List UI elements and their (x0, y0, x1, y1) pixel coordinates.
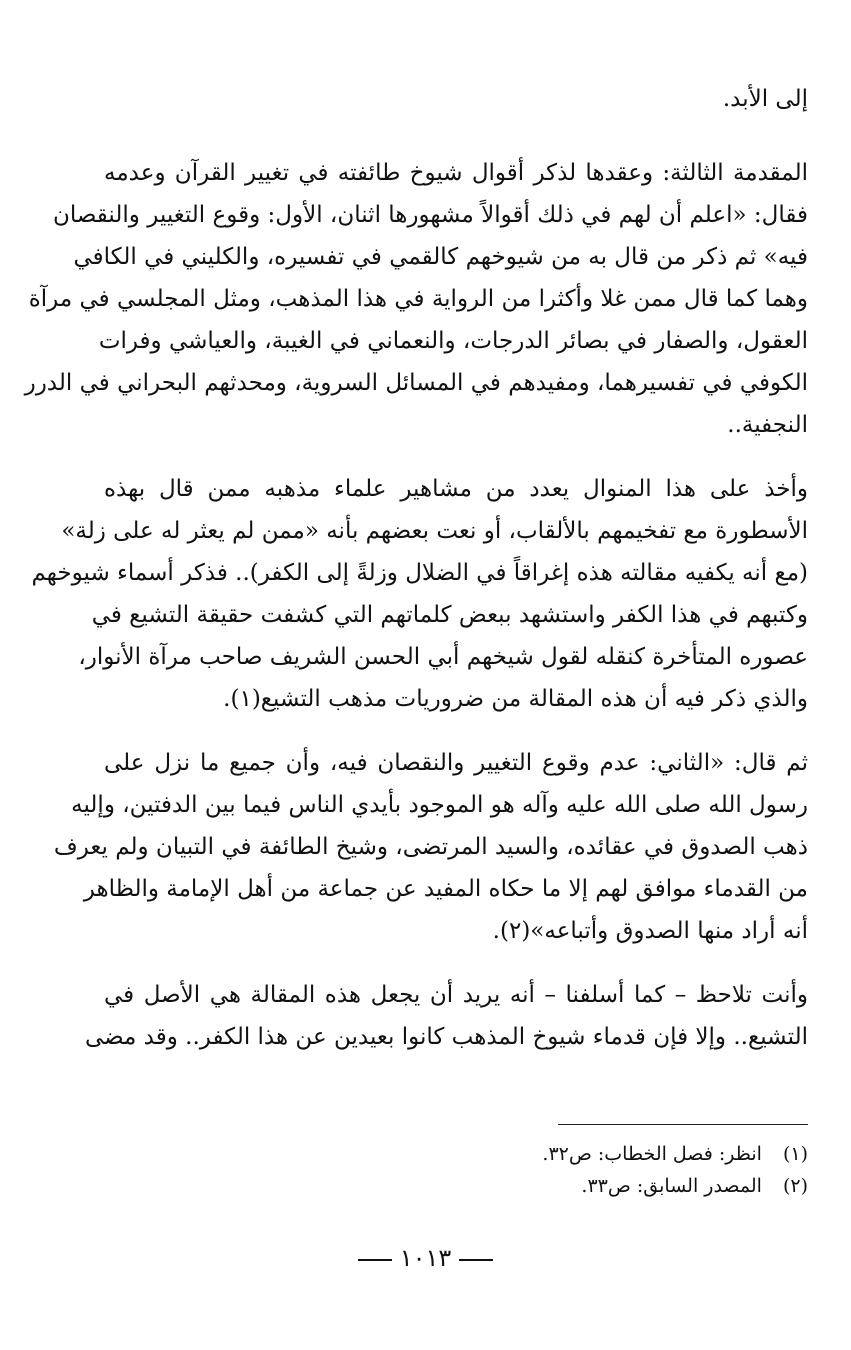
paragraph-introduction-third (24, 152, 808, 446)
footnote-number: (٢) (782, 1175, 808, 1197)
paragraph-gap (104, 952, 808, 974)
text-line: فيه» ثم ذكر من قال به من شيوخهم كالقمي في تفسيره، والكليني في الكافي (73, 244, 808, 270)
text-line: ذهب الصدوق في عقائده، والسيد المرتضى، وشيخ الطائفة في التبيان ولم يعرف (53, 834, 808, 860)
text-line: (مع أنه يكفيه مقالته هذه إغراقاً في الضلال وزلةً إلى الكفر).. فذكر أسماء شيوخهم (31, 560, 808, 586)
paragraph-gap (104, 446, 808, 468)
text-line: وأنت تلاحظ – كما أسلفنا – أنه يريد أن يجعل هذه المقالة هي الأصل في (104, 982, 808, 1008)
opening-line: إلى الأبد. (722, 86, 808, 112)
page-number-footer (0, 1244, 851, 1272)
text-line: الأسطورة مع تفخيمهم بالألقاب، أو نعت بعضهم بأنه «ممن لم يعثر له على زلة» (61, 518, 808, 544)
paragraph-gap (104, 130, 808, 152)
paragraph-second-view (53, 742, 808, 952)
page-number-dash (358, 1259, 392, 1261)
page-body (24, 78, 808, 1058)
text-line: وكتبهم في هذا الكفر واستشهد ببعض كلماتهم التي كشفت حقيقة التشيع في (91, 602, 808, 628)
text-line: وهما كما قال ممن غلا وأكثرا من الرواية في هذا المذهب، ومثل المجلسي في مرآة (28, 286, 808, 312)
text-line: النجفية.. (727, 412, 808, 438)
paragraph-gap (104, 720, 808, 742)
text-line: ثم قال: «الثاني: عدم وقوع التغيير والنقصان فيه، وأن جميع ما نزل على (104, 750, 808, 776)
text-line: من القدماء موافق لهم إلا ما حكاه المفيد عن جماعة من أهل الإمامة والظاهر (83, 876, 808, 902)
text-line: عصوره المتأخرة كنقله لقول شيخهم أبي الحسن الشريف صاحب مرآة الأنوار، (78, 644, 808, 670)
footnote-item (388, 1170, 808, 1202)
text-line: وأخذ على هذا المنوال يعدد من مشاهير علماء مذهبه ممن قال بهذه (104, 476, 808, 502)
page-number: ١٠١٣ (399, 1244, 452, 1272)
text-line: الكوفي في تفسيرهما، ومفيدهم في المسائل السروية، ومحدثهم البحراني في الدرر (24, 370, 808, 396)
text-line: أنه أراد منها الصدوق وأتباعه»(٢). (492, 918, 808, 944)
footnote-separator (558, 1124, 808, 1125)
text-line: التشيع.. وإلا فإن قدماء شيوخ المذهب كانوا بعيدين عن هذا الكفر.. وقد مضى (84, 1024, 808, 1050)
footnote-text: المصدر السابق: ص٣٣. (581, 1175, 762, 1197)
text-line: فقال: «اعلم أن لهم في ذلك أقوالاً مشهورها اثنان، الأول: وقوع التغيير والنقصان (52, 202, 808, 228)
text-line: رسول الله صلى الله عليه وآله هو الموجود بأيدي الناس فيما بين الدفتين، وإليه (71, 792, 808, 818)
text-line: والذي ذكر فيه أن هذه المقالة من ضروريات مذهب التشيع(١). (223, 686, 808, 712)
footnotes (388, 1138, 808, 1202)
page-number-dash (459, 1259, 493, 1261)
text-line: المقدمة الثالثة: وعقدها لذكر أقوال شيوخ طائفته في تغيير القرآن وعدمه (104, 160, 808, 186)
footnote-number: (١) (782, 1143, 808, 1165)
paragraph-scholars-list (31, 468, 808, 720)
paragraph-observation (84, 974, 808, 1058)
footnote-item (388, 1138, 808, 1170)
text-line: العقول، والصفار في بصائر الدرجات، والنعماني في الغيبة، والعياشي وفرات (98, 328, 808, 354)
footnote-text: انظر: فصل الخطاب: ص٣٢. (542, 1143, 762, 1165)
